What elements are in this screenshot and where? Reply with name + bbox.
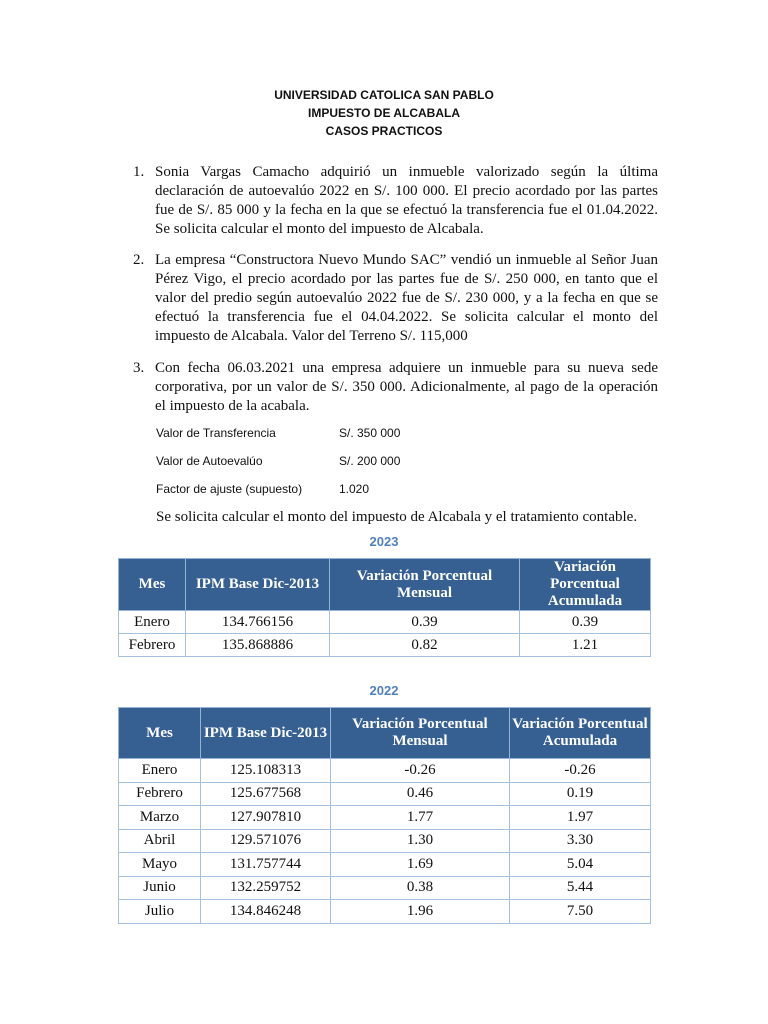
case-number: 3. [133, 360, 145, 376]
year-label-2023: 2023 [369, 534, 399, 549]
cell-acumulada: -0.26 [510, 759, 651, 783]
table-row [119, 900, 651, 924]
header-mensual: Variación Porcentual Mensual [330, 559, 520, 611]
cell-mes: Febrero [119, 782, 201, 806]
cell-acumulada: 5.44 [510, 876, 651, 900]
cell-ipm: 135.868886 [186, 634, 330, 657]
value-amount: S/. 350 000 [339, 426, 401, 440]
cell-mes: Julio [119, 900, 201, 924]
table-row [119, 782, 651, 806]
case3-request: Se solicita calcular el monto del impuesto de Alcabala y el tratamiento contable. [156, 509, 638, 525]
cell-acumulada: 1.97 [510, 806, 651, 830]
header-mensual: Variación Porcentual Mensual [331, 708, 510, 759]
cell-mensual: 0.82 [330, 634, 520, 657]
case-text: Con fecha 06.03.2021 una empresa adquiere un inmueble para su nueva sede corporativa, por un valor de S/. 350 000. Adicionalmente, al pago de la operación el impuesto de la acabala. [155, 360, 658, 414]
table-row [119, 876, 651, 900]
table-row [119, 829, 651, 853]
header-acumulada: Variación Porcentual Acumulada [510, 708, 651, 759]
cell-ipm: 134.846248 [201, 900, 331, 924]
ipm-table-2023 [118, 558, 651, 657]
cell-mes: Enero [119, 759, 201, 783]
cell-mes: Enero [119, 611, 186, 634]
case-number: 2. [133, 252, 145, 268]
header-ipm: IPM Base Dic-2013 [201, 708, 331, 759]
table-row [119, 806, 651, 830]
section-title: CASOS PRACTICOS [325, 124, 443, 138]
cell-ipm: 125.677568 [201, 782, 331, 806]
cell-mensual: 0.38 [331, 876, 510, 900]
cell-mensual: 0.46 [331, 782, 510, 806]
header-mes: Mes [119, 559, 186, 611]
value-amount: 1.020 [339, 482, 370, 496]
ipm-table-2022 [118, 707, 651, 924]
cell-acumulada: 3.30 [510, 829, 651, 853]
university-title: UNIVERSIDAD CATOLICA SAN PABLO [274, 88, 494, 102]
case-number: 1. [133, 164, 145, 180]
cell-acumulada: 1.21 [520, 634, 651, 657]
cell-acumulada: 0.19 [510, 782, 651, 806]
cell-mes: Abril [119, 829, 201, 853]
cell-mensual: 0.39 [330, 611, 520, 634]
value-label: Valor de Autoevalúo [156, 454, 263, 468]
table-row [119, 611, 651, 634]
year-label-2022: 2022 [369, 683, 399, 698]
cell-ipm: 129.571076 [201, 829, 331, 853]
case-text: La empresa “Constructora Nuevo Mundo SAC” vendió un inmueble al Señor Juan Pérez Vigo, el precio acordado por las partes fue de S/. 250 000, en tanto que el valor del predio según autoevalúo 2022 fue de S/. 230 000, y a la fecha en que se efectuó la transferencia fue el 04.04.2022. Se solicita calcular el monto del impuesto de Alcabala. Valor del Terreno S/. 115,000 [155, 252, 658, 344]
cell-acumulada: 5.04 [510, 853, 651, 877]
header-mes: Mes [119, 708, 201, 759]
table-row [119, 634, 651, 657]
cell-mensual: 1.96 [331, 900, 510, 924]
cell-acumulada: 7.50 [510, 900, 651, 924]
cell-ipm: 127.907810 [201, 806, 331, 830]
document-header [0, 86, 768, 140]
cell-ipm: 132.259752 [201, 876, 331, 900]
value-label: Valor de Transferencia [156, 426, 276, 440]
table-row [119, 853, 651, 877]
cell-mensual: 1.77 [331, 806, 510, 830]
header-acumulada: Variación Porcentual Acumulada [520, 559, 651, 611]
cell-mensual: 1.30 [331, 829, 510, 853]
cell-mes: Marzo [119, 806, 201, 830]
value-label: Factor de ajuste (supuesto) [156, 482, 303, 496]
cell-ipm: 134.766156 [186, 611, 330, 634]
cell-acumulada: 0.39 [520, 611, 651, 634]
subject-title: IMPUESTO DE ALCABALA [307, 106, 460, 120]
value-amount: S/. 200 000 [339, 454, 401, 468]
header-ipm: IPM Base Dic-2013 [186, 559, 330, 611]
cell-mes: Mayo [119, 853, 201, 877]
cell-mes: Febrero [119, 634, 186, 657]
cell-ipm: 131.757744 [201, 853, 331, 877]
cell-mensual: 1.69 [331, 853, 510, 877]
cell-mensual: -0.26 [331, 759, 510, 783]
table-row [119, 759, 651, 783]
cell-ipm: 125.108313 [201, 759, 331, 783]
case-text: Sonia Vargas Camacho adquirió un inmueble valorizado según la última declaración de autoevalúo 2022 en S/. 100 000. El precio acordado por las partes fue de S/. 85 000 y la fecha en la que se efectuó la transferencia fue el 01.04.2022. Se solicita calcular el monto del impuesto de Alcabala. [155, 164, 658, 237]
cell-mes: Junio [119, 876, 201, 900]
